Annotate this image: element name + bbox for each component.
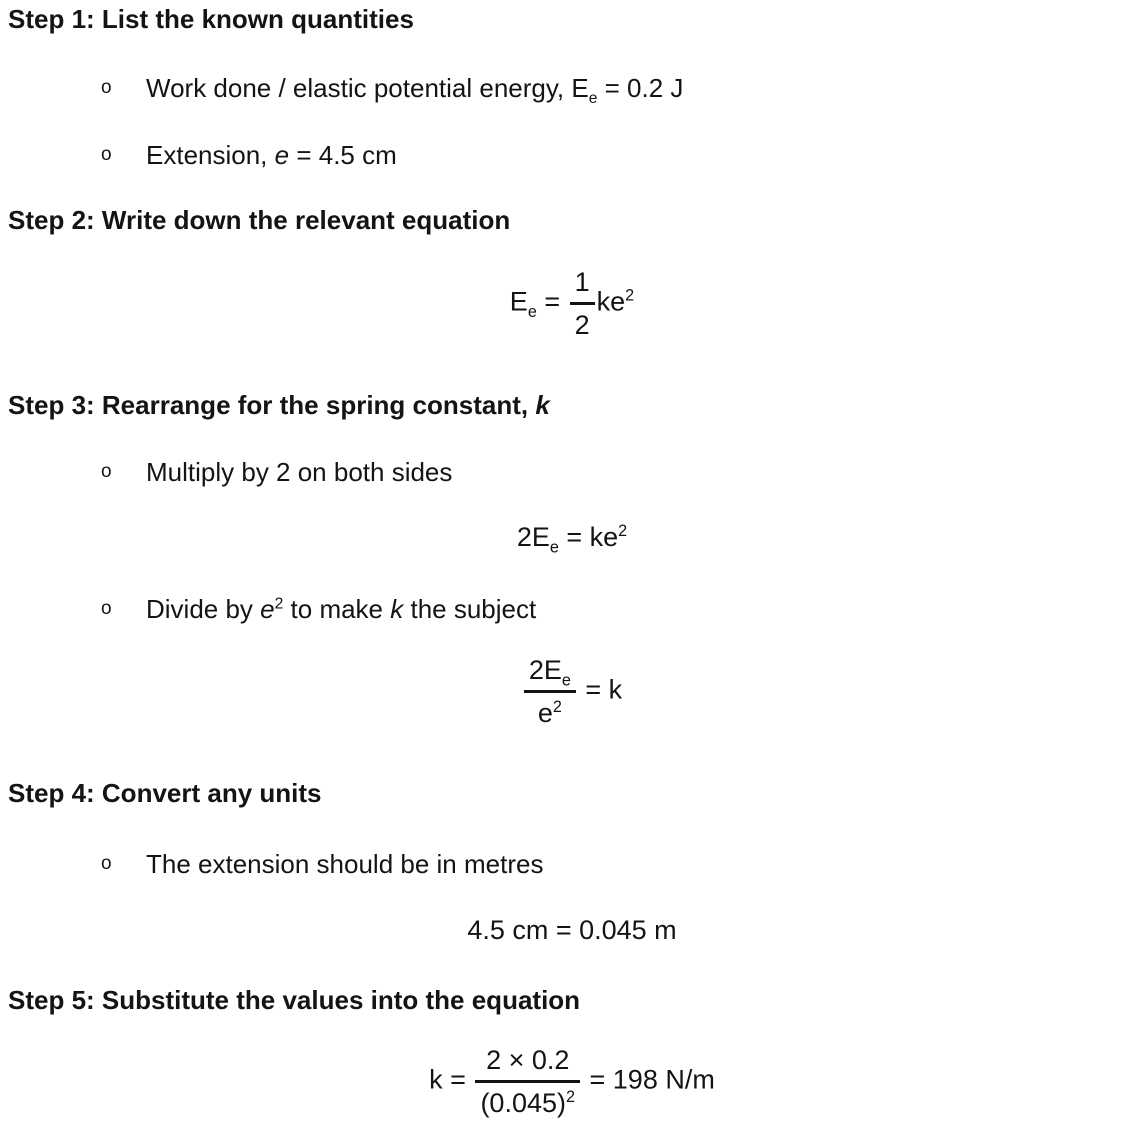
bullet-text-mid: to make — [283, 594, 391, 624]
step5-heading: Step 5: Substitute the values into the equation — [8, 985, 581, 1015]
variable-e: e — [260, 594, 275, 624]
bullet-text — [146, 140, 397, 170]
step1-heading: Step 1: List the known quantities — [8, 4, 414, 34]
bullet-marker: o — [101, 461, 112, 482]
subscript-e: e — [588, 90, 598, 108]
variable-k: k — [390, 594, 404, 624]
step1-bullet-known-energy — [101, 72, 1144, 108]
bullet-text-post: the subject — [403, 594, 537, 624]
equation-pre: 2E — [516, 522, 550, 552]
equation-k-subject — [0, 653, 1144, 730]
denominator-text: (0.045) — [480, 1088, 566, 1118]
step3-heading-text: Step 3: Rearrange for the spring constant, — [8, 390, 536, 420]
equation-final-answer — [0, 1043, 1144, 1120]
fraction-one-half — [570, 265, 595, 342]
superscript-2: 2 — [566, 1088, 576, 1106]
step3-bullet-divide — [101, 593, 1144, 625]
variable-k: k — [535, 390, 550, 420]
bullet-text — [146, 594, 536, 624]
fraction-numerator: 1 — [570, 265, 595, 305]
equation-2ee-equals-ke2 — [0, 520, 1144, 557]
bullet-text-post: = 0.2 J — [597, 73, 684, 103]
equation-mid: = ke — [558, 522, 619, 552]
subscript-e: e — [527, 303, 537, 322]
bullet-text: The extension should be in metres — [146, 849, 544, 879]
bullet-marker: o — [101, 853, 112, 874]
bullet-marker: o — [101, 144, 112, 165]
bullet-text-pre: Extension, — [146, 140, 275, 170]
fraction-numerator: 2 × 0.2 — [475, 1043, 580, 1083]
bullet-text-pre: Work done / elastic potential energy, E — [146, 73, 589, 103]
step2-heading: Step 2: Write down the relevant equation — [8, 205, 511, 235]
bullet-marker: o — [101, 77, 112, 98]
equation-rhs: ke — [596, 286, 626, 317]
subscript-e: e — [549, 538, 559, 557]
bullet-text: Multiply by 2 on both sides — [146, 457, 453, 487]
equation-lhs: E — [509, 286, 528, 317]
superscript-2: 2 — [552, 698, 562, 716]
fraction-denominator — [475, 1083, 580, 1120]
superscript-2: 2 — [618, 522, 628, 540]
step1-bullet-extension — [101, 139, 1144, 171]
fraction-denominator — [524, 693, 576, 730]
fraction-denominator: 2 — [574, 310, 590, 340]
bullet-marker: o — [101, 598, 112, 619]
fraction-2ee-over-e2 — [524, 653, 576, 730]
bullet-text-pre: Divide by — [146, 594, 261, 624]
superscript-2: 2 — [625, 286, 635, 305]
step4-bullet-metres — [101, 848, 1144, 880]
equation-rhs: = k — [577, 674, 623, 705]
equation-lhs: k — [429, 1064, 443, 1095]
equals-sign: = — [536, 286, 568, 317]
superscript-2: 2 — [274, 595, 284, 613]
step4-heading: Step 4: Convert any units — [8, 778, 322, 808]
bullet-text — [146, 73, 684, 108]
fraction-numerator — [524, 653, 576, 693]
step3-heading — [8, 390, 1144, 420]
fraction-substituted-values — [475, 1043, 580, 1120]
equation-result: = 198 N/m — [582, 1064, 715, 1095]
equals-sign: = — [442, 1064, 474, 1095]
equation-elastic-energy — [0, 265, 1144, 342]
variable-e: e — [274, 140, 290, 170]
step3-bullet-multiply — [101, 456, 1144, 488]
denominator-text: e — [537, 698, 553, 728]
numerator-text: 2E — [528, 655, 562, 685]
equation-unit-conversion: 4.5 cm = 0.045 m — [467, 915, 677, 945]
subscript-e: e — [561, 671, 571, 690]
bullet-text-post: = 4.5 cm — [289, 140, 397, 170]
